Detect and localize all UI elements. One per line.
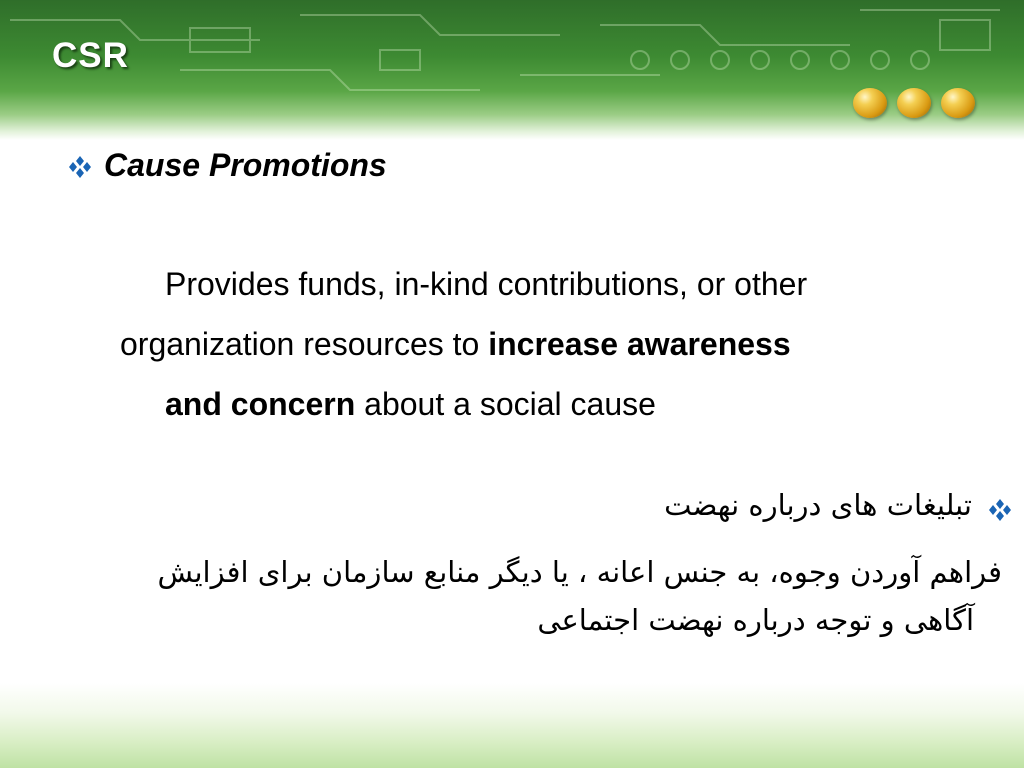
english-description [60, 254, 960, 434]
footer-gradient [0, 683, 1024, 768]
heading-persian: تبلیغات های درباره نهضت [664, 488, 972, 522]
persian-description [42, 548, 1002, 644]
slide-title: CSR [52, 36, 129, 75]
diamond-bullet-icon [66, 155, 94, 179]
header-banner [0, 0, 1024, 140]
gold-ball-icon [853, 88, 887, 118]
decorative-balls [853, 88, 979, 122]
diamond-bullet-icon [986, 498, 1014, 522]
gold-ball-icon [941, 88, 975, 118]
persian-line-1: فراهم آوردن وجوه، به جنس اعانه ، یا دیگر منابع سازمان برای افزایش [157, 555, 1002, 589]
persian-line-2: آگاهی و توجه درباره نهضت اجتماعی [537, 603, 974, 637]
english-line-2 [60, 314, 960, 374]
gold-ball-icon [897, 88, 931, 118]
english-line-3 [60, 374, 960, 434]
english-line-1: Provides funds, in-kind contributions, or other [165, 266, 808, 302]
english-line-2-bold: increase awareness [488, 326, 791, 362]
english-line-3-bold: and concern [165, 386, 356, 422]
heading-cause-promotions: Cause Promotions [104, 147, 387, 183]
english-line-3-plain: about a social cause [355, 386, 656, 422]
english-line-2-plain: organization resources to [120, 326, 489, 362]
